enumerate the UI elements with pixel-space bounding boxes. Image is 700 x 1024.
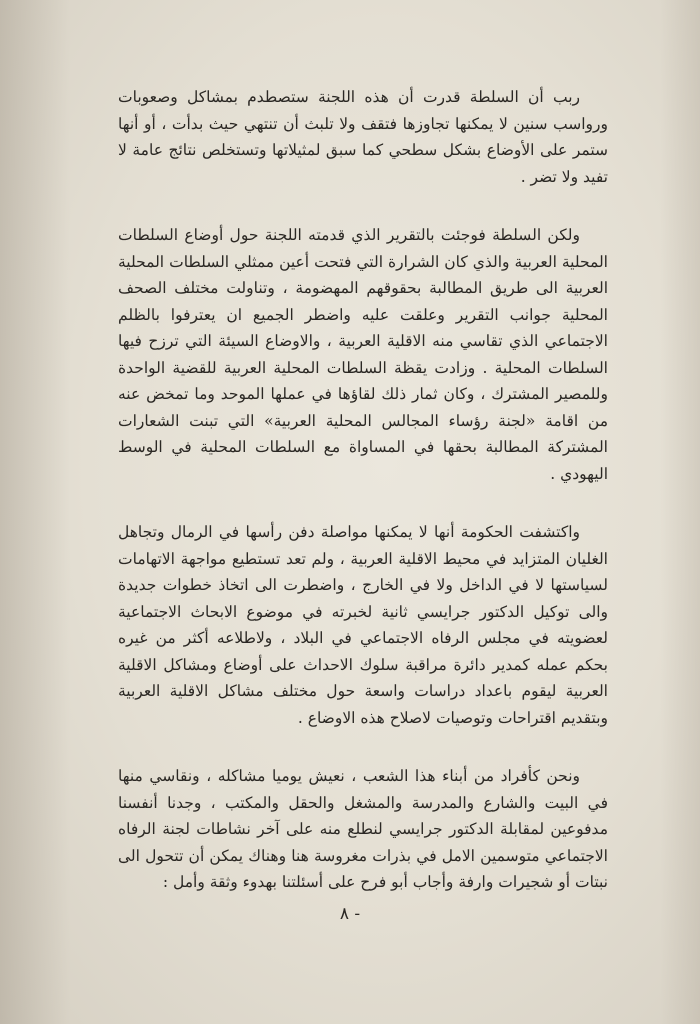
page-shadow-right xyxy=(660,0,700,1024)
body-text xyxy=(118,84,608,928)
paragraph-1: ربب أن السلطة قدرت أن هذه اللجنة ستصطدم بمشاكل وصعوبات ورواسب سنين لا يمكنها تجاوزها فتقف ولا تلبث أن تنتهي حيث بدأت ، أو أنها ستمر على الأوضاع بشكل سطحي كما سبق لمثيلاتها وتستخلص نتائج عامة لا تفيد ولا تضر . xyxy=(118,88,608,186)
paragraph-2: ولكن السلطة فوجئت بالتقرير الذي قدمته اللجنة حول أوضاع السلطات المحلية العربية والذي كان الشرارة التي فتحت أعين ممثلي السلطات المحلية العربية الى طريق المطالبة بحقوقهم المهضومة ، وتناولت مختلف الصحف المحلية جوانب التقرير وعلقت عليه واضطر الجميع ان يعترفوا بالظلم الاجتماعي الذي تقاسي منه الاقلية العربية ، والاوضاع السيئة التي ترزح فيها السلطات المحلية . وزادت يقظة السلطات المحلية العربية للقضية الواحدة وللمصير المشترك ، وكان ثمار ذلك لقاؤها في عملها الموحد وما تمخض عنه من اقامة «لجنة رؤساء المجالس المحلية العربية» التي تبنت الشعارات المشتركة المطالبة بحقها في المساواة مع السلطات المحلية في الوسط اليهودي . xyxy=(118,226,608,483)
paragraph-3: واكتشفت الحكومة أنها لا يمكنها مواصلة دفن رأسها في الرمال وتجاهل الغليان المتزايد في محيط الاقلية العربية ، ولم تعد تستطيع مواجهة الاتهامات لسياستها لا في الداخل ولا في الخارج ، واضطرت الى اتخاذ خطوات جديدة والى توكيل الدكتور جرايسي ثانية لخبرته في موضوع الابحاث الاجتماعية لعضويته في مجلس الرفاه الاجتماعي في البلاد ، ولاطلاعه أكثر من غيره بحكم عمله كمدير دائرة مراقبة سلوك الاحداث على أوضاع ومشاكل الاقلية العربية ليقوم باعداد دراسات واسعة حول مختلف مشاكل الاقلية العربية وبتقديم اقتراحات وتوصيات لاصلاح هذه الاوضاع . xyxy=(118,523,608,727)
page-shadow-left xyxy=(0,0,70,1024)
paragraph-4: ونحن كأفراد من أبناء هذا الشعب ، نعيش يوميا مشاكله ، ونقاسي منها في البيت والشارع والمدرسة والمشغل والحقل والمكتب ، وجدنا أنفسنا مدفوعين لمقابلة الدكتور جرايسي لنطلع منه على آخر نشاطات لجنة الرفاه الاجتماعي متوسمين الامل في بذرات مغروسة هنا وهناك يمكن أن تتحول الى نبتات أو شجيرات وارفة وأجاب أبو فرح على أسئلتنا بهدوء وثقة وأمل : xyxy=(118,767,608,891)
page-number: ٨ - xyxy=(339,904,361,924)
